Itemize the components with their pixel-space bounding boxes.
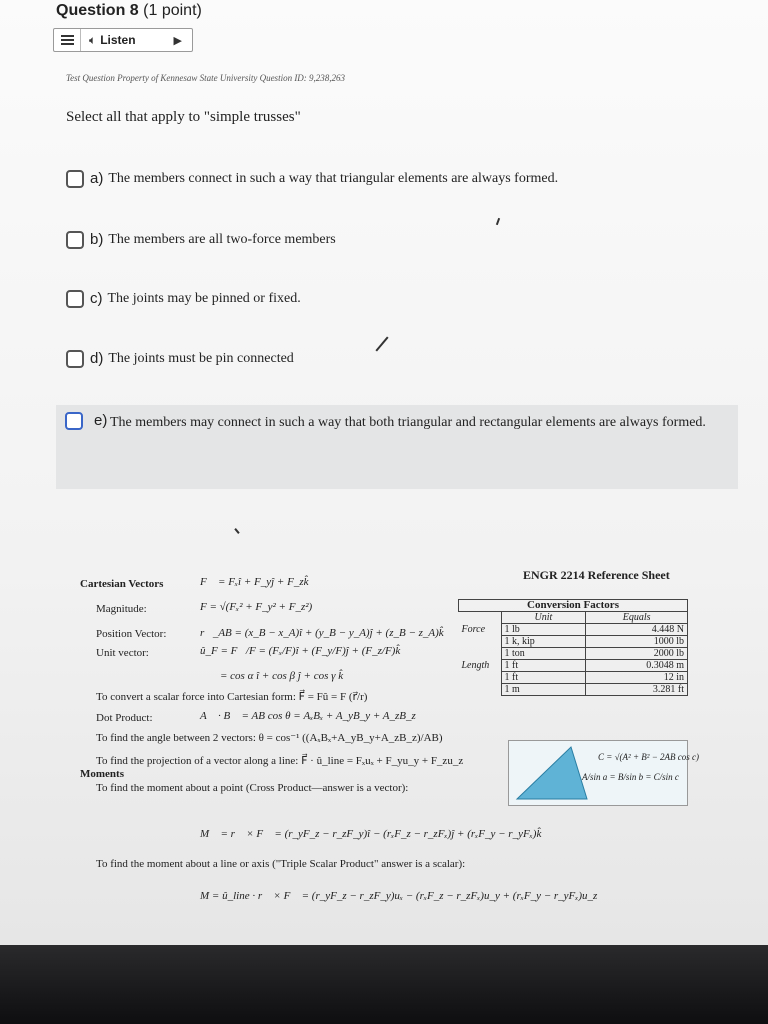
unit-formula-2: = cos α î + cos β ĵ + cos γ k̂	[220, 670, 344, 682]
play-icon[interactable]: ▶	[173, 34, 182, 47]
conv-eq: 1000 lb	[586, 636, 688, 648]
checkbox-a[interactable]	[66, 170, 84, 188]
conv-eq: 12 in	[586, 672, 688, 684]
conv-cat: Length	[459, 660, 502, 672]
stray-mark	[375, 336, 388, 351]
option-c[interactable]	[66, 290, 301, 308]
option-text: The joints may be pinned or fixed.	[107, 291, 301, 306]
projection-text: To find the projection of a vector along a line: F⃗ · û_line = Fₓuₓ + F_yu_y + F_zu_z	[96, 755, 464, 767]
option-text: The members connect in such a way that triangular elements are always formed.	[108, 171, 559, 186]
col-header: Unit	[501, 612, 586, 624]
option-b[interactable]	[66, 231, 336, 249]
angle-text: To find the angle between 2 vectors: θ = cos⁻¹ ((AₓBₓ+A_yB_y+A_zB_z)/AB)	[96, 732, 443, 744]
position-label: Position Vector:	[96, 628, 167, 640]
convert-text: To convert a scalar force into Cartesian form: F⃗ = Fû = F (r⃗/r)	[96, 691, 368, 703]
checkbox-b[interactable]	[66, 231, 84, 249]
conversion-title: Conversion Factors	[459, 600, 688, 612]
conv-cat	[459, 684, 502, 696]
cartesian-heading: Cartesian Vectors	[80, 578, 164, 590]
conv-eq: 4.448 N	[586, 624, 688, 636]
option-letter: b)	[90, 231, 104, 248]
conv-unit: 1 ft	[501, 672, 586, 684]
conv-unit: 1 ft	[501, 660, 586, 672]
question-prompt: Select all that apply to "simple trusses"	[66, 109, 301, 125]
conv-cat: Force	[459, 624, 502, 636]
reference-title: ENGR 2214 Reference Sheet	[523, 568, 670, 582]
option-text: The members are all two-force members	[108, 232, 336, 247]
stray-mark	[496, 218, 500, 225]
law-of-cosines: C = √(A² + B² − 2AB cos c)	[598, 752, 700, 762]
conv-unit: 1 k, kip	[501, 636, 586, 648]
property-line: Test Question Property of Kennesaw State University Question ID: 9,238,263	[66, 73, 346, 83]
option-e[interactable]	[56, 405, 738, 489]
checkbox-e[interactable]	[65, 412, 83, 430]
checkbox-c[interactable]	[66, 290, 84, 308]
option-a[interactable]	[66, 170, 558, 188]
stray-mark	[234, 528, 239, 534]
moment-point-formula: M⃗ = r⃗ × F⃗ = (r_yF_z − r_zF_y)î − (rₓF_z − r_zFₓ)ĵ + (rₓF_y − r_yFₓ)k̂	[200, 828, 542, 840]
conv-eq: 0.3048 m	[586, 660, 688, 672]
monitor-bezel	[0, 945, 768, 1024]
question-title: Question 8 (1 point)	[56, 2, 202, 19]
conv-unit: 1 ton	[501, 648, 586, 660]
conv-unit: 1 m	[501, 684, 586, 696]
conv-eq: 2000 lb	[586, 648, 688, 660]
unit-formula: û_F = F⃗/F = (Fₓ/F)î + (F_y/F)ĵ + (F_z/F)k̂	[200, 645, 401, 657]
moment-point-text: To find the moment about a point (Cross Product—answer is a vector):	[96, 782, 409, 794]
magnitude-label: Magnitude:	[96, 603, 147, 615]
law-of-sines: A/sin a = B/sin b = C/sin c	[582, 772, 679, 782]
conv-cat	[459, 672, 502, 684]
cartesian-formula: F⃗ = Fₓî + F_yĵ + F_zk̂	[200, 576, 309, 588]
hamburger-menu-icon[interactable]	[54, 29, 81, 51]
conv-cat	[459, 636, 502, 648]
moments-heading: Moments	[80, 768, 124, 780]
option-letter: e)	[94, 412, 108, 429]
conv-unit: 1 lb	[501, 624, 586, 636]
magnitude-formula: F = √(Fₓ² + F_y² + F_z²)	[200, 601, 313, 613]
conversion-table	[458, 599, 688, 696]
position-formula: r⃗_AB = (x_B − x_A)î + (y_B − y_A)ĵ + (z_B − z_A)k̂	[200, 627, 444, 639]
option-text: The members may connect in such a way that both triangular and rectangular elements are always formed.	[110, 415, 706, 430]
dot-label: Dot Product:	[96, 712, 153, 724]
moment-line-formula: M = û_line · r⃗ × F⃗ = (r_yF_z − r_zF_y)uₓ − (rₓF_z − r_zFₓ)u_y + (rₓF_y − r_yFₓ)u_z	[200, 890, 598, 902]
listen-label[interactable]: Listen	[100, 33, 136, 47]
option-d[interactable]	[66, 350, 294, 368]
dot-formula: A⃗ · B⃗ = AB cos θ = AₓBₓ + A_yB_y + A_zB_z	[200, 710, 416, 722]
option-letter: c)	[90, 290, 103, 307]
moment-line-text: To find the moment about a line or axis ("Triple Scalar Product" answer is a scalar):	[96, 858, 466, 870]
checkbox-d[interactable]	[66, 350, 84, 368]
option-letter: d)	[90, 350, 104, 367]
conv-eq: 3.281 ft	[586, 684, 688, 696]
speaker-icon: 🔈︎	[89, 32, 97, 47]
col-header: Equals	[586, 612, 688, 624]
conv-cat	[459, 648, 502, 660]
unit-label: Unit vector:	[96, 647, 149, 659]
listen-toolbar[interactable]	[53, 28, 193, 52]
option-text: The joints must be pin connected	[108, 351, 294, 366]
option-letter: a)	[90, 170, 104, 187]
